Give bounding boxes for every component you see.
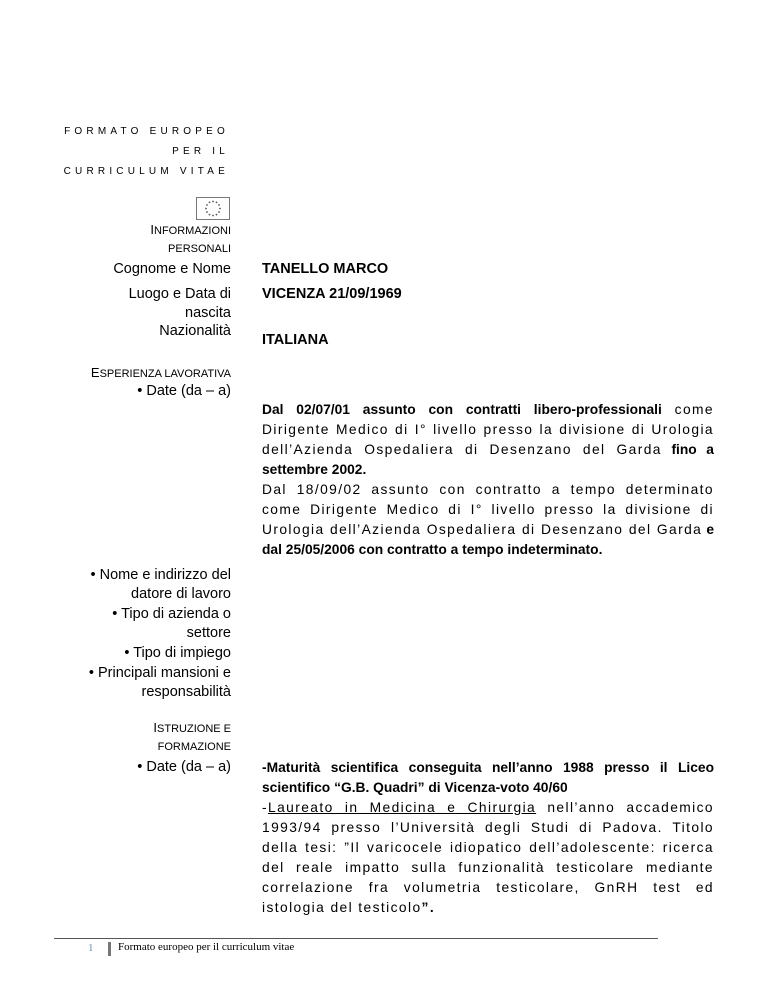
title-line-per-il: PER IL	[172, 146, 229, 157]
footer-bar	[108, 942, 111, 956]
education-para2-rest: nell’anno accademico 1993/94 presso l’Università degli Studi di Padova. Titolo della tesi: ”Il varicocele idiopatico dell’adolescente: ricerca del reale impatto sulla funzionalità testicolare mediante correlazione fra volumetria testicolare, GnRH test ed istologia del testicolo	[262, 800, 715, 915]
eu-flag-icon	[196, 197, 230, 220]
section-title-work-experience	[91, 364, 231, 383]
section-title-education-line2: FORMAZIONE	[157, 741, 231, 753]
value-luogo-data-nascita: VICENZA 21/09/1969	[262, 286, 402, 302]
label-company-type: • Tipo di azienda o settore	[112, 606, 231, 641]
section-title-education-rest: STRUZIONE E	[157, 723, 231, 735]
value-cognome-nome: TANELLO MARCO	[262, 261, 389, 277]
label-job-type: • Tipo di impiego	[124, 645, 231, 661]
label-employer: • Nome e indirizzo del datore di lavoro	[90, 567, 231, 602]
work-para1-bold-end: fino a settembre 2002.	[262, 442, 714, 477]
footer-page-number: 1	[88, 942, 94, 954]
footer-divider	[54, 938, 658, 939]
work-para1-bold-start: Dal 02/07/01 assunto con contratti libero-professionali	[262, 402, 662, 417]
work-experience-text	[262, 400, 714, 560]
education-degree-link: Laureato in Medicina e Chirurgia	[268, 800, 537, 815]
title-line-formato-europeo: FORMATO EUROPEO	[64, 126, 229, 137]
section-title-work-initial: E	[90, 365, 100, 380]
work-para1-mid: come Dirigente Medico di I° livello presso la divisione di Urologia dell’Azienda Ospedaliera di Desenzano del Garda	[262, 402, 714, 457]
label-luogo-data-nascita: Luogo e Data di nascita	[128, 286, 231, 321]
label-nazionalita: Nazionalità	[159, 323, 231, 339]
education-text	[262, 758, 714, 918]
education-para1: -Maturità scientifica conseguita nell’anno 1988 presso il Liceo scientifico “G.B. Quadri” di Vicenza-voto 40/60	[262, 760, 714, 795]
section-title-personal-info	[150, 221, 231, 258]
section-title-personal-rest: NFORMAZIONI	[154, 225, 231, 237]
education-para2-dash: -	[262, 800, 268, 815]
value-nazionalita: ITALIANA	[262, 332, 329, 348]
section-title-personal-initial: I	[150, 222, 154, 237]
work-para2-spaced: Dal 18/09/02 assunto con contratto a tempo determinato come Dirigente Medico di I° livello presso la divisione di Urologia dell’Azienda Ospedaliera di Desenzano del Garda	[262, 482, 714, 537]
label-education-dates: • Date (da – a)	[137, 759, 231, 775]
education-para2-close: ”.	[421, 900, 436, 915]
label-duties: • Principali mansioni e responsabilità	[88, 665, 231, 700]
work-para2-bold-end: e dal 25/05/2006 con contratto a tempo indeterminato.	[262, 522, 714, 557]
section-title-work-rest: SPERIENZA LAVORATIVA	[99, 368, 231, 380]
section-title-education-initial: I	[153, 720, 158, 735]
section-title-education	[153, 719, 231, 756]
label-cognome-nome: Cognome e Nome	[113, 261, 231, 277]
footer-text: Formato europeo per il curriculum vitae	[118, 941, 295, 953]
label-work-dates: • Date (da – a)	[137, 383, 231, 399]
section-title-personal-line2: PERSONALI	[168, 243, 231, 255]
title-line-curriculum-vitae: CURRICULUM VITAE	[63, 166, 229, 177]
